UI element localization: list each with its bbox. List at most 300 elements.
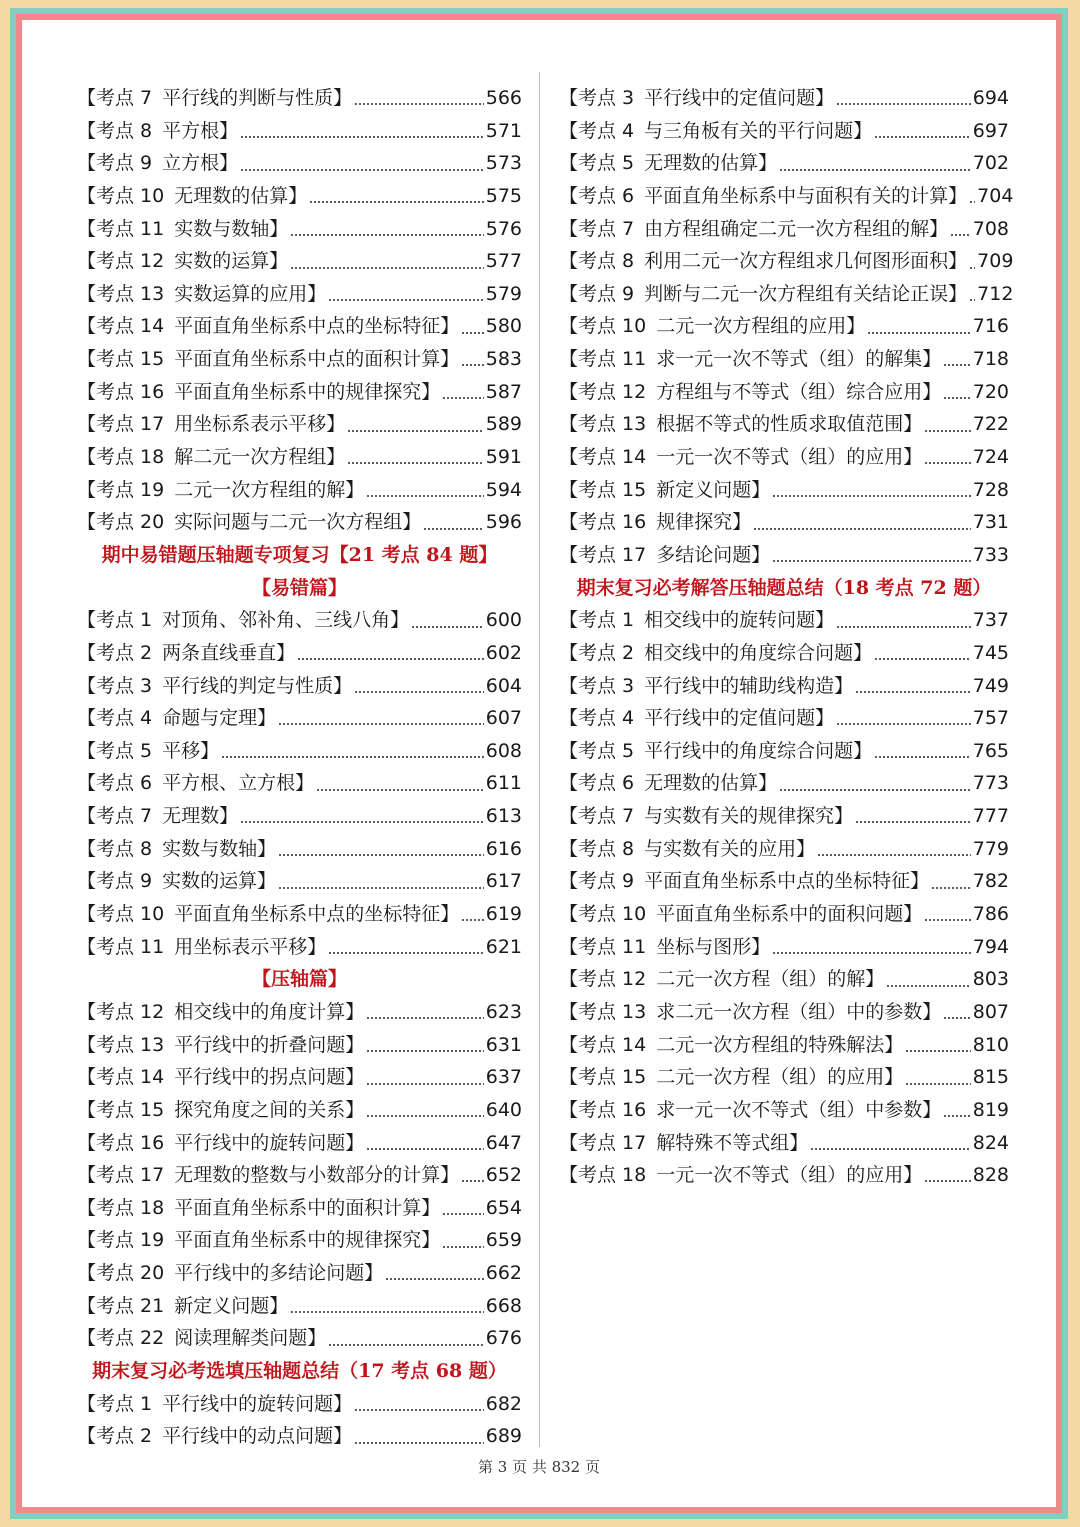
entry-page-number: 577 [485, 250, 522, 273]
dot-leader [290, 1311, 484, 1313]
dot-leader [886, 985, 971, 987]
dot-leader [423, 528, 484, 530]
dot-leader [943, 1115, 971, 1117]
entry-page-number: 815 [972, 1066, 1009, 1089]
entry-page-number: 724 [972, 446, 1009, 469]
toc-entry[interactable] [77, 800, 522, 833]
entry-title: 坐标与图形】 [656, 935, 771, 958]
entry-page-number: 576 [485, 217, 522, 240]
toc-entry[interactable] [77, 1029, 522, 1062]
toc-entry[interactable] [559, 506, 1009, 539]
section-heading: 期末复习必考选填压轴题总结（17 考点 68 题） [92, 1359, 507, 1382]
section-heading: 【易错篇】 [251, 576, 347, 599]
entry-title: 新定义问题】 [656, 478, 771, 501]
entry-tag: 【考点 10 [77, 903, 165, 926]
entry-tag: 【考点 12 [559, 380, 647, 403]
entry-tag: 【考点 8 [559, 837, 635, 860]
entry-page-number: 659 [485, 1229, 522, 1252]
entry-tag: 【考点 17 [559, 543, 647, 566]
entry-tag: 【考点 13 [559, 1000, 647, 1023]
entry-page-number: 722 [972, 413, 1009, 436]
dot-leader [905, 1083, 971, 1085]
dot-leader [290, 234, 484, 236]
toc-entry[interactable] [559, 441, 1009, 474]
entry-page-number: 712 [977, 282, 1014, 305]
toc-entry[interactable] [77, 833, 522, 866]
entry-tag: 【考点 13 [559, 413, 647, 436]
entry-page-number: 616 [485, 837, 522, 860]
toc-entry[interactable] [559, 800, 1009, 833]
entry-page-number: 709 [977, 250, 1014, 273]
dot-leader [874, 756, 971, 758]
dot-leader [221, 756, 484, 758]
entry-title: 实际问题与二元一次方程组】 [174, 511, 422, 534]
toc-entry[interactable] [559, 996, 1009, 1029]
dot-leader [817, 854, 971, 856]
dot-leader [385, 1278, 484, 1280]
section-heading: 期末复习必考解答压轴题总结（18 考点 72 题） [576, 576, 992, 599]
entry-page-number: 580 [485, 315, 522, 338]
entry-page-number: 662 [485, 1262, 522, 1285]
dot-leader [316, 789, 484, 791]
dot-leader [779, 169, 971, 171]
entry-tag: 【考点 11 [559, 348, 647, 371]
entry-title: 平行线中的定值问题】 [644, 87, 835, 109]
entry-title: 多结论问题】 [656, 543, 771, 566]
entry-tag: 【考点 7 [77, 87, 153, 109]
toc-entry[interactable] [77, 1224, 522, 1257]
toc-entry[interactable] [559, 833, 1009, 866]
toc-entry[interactable] [77, 1127, 522, 1160]
entry-title: 平面直角坐标系中点的坐标特征】 [174, 903, 460, 926]
entry-tag: 【考点 11 [77, 935, 165, 958]
entry-page-number: 621 [485, 935, 522, 958]
entry-title: 实数与数轴】 [174, 217, 289, 240]
toc-entry[interactable] [559, 898, 1009, 931]
entry-page-number: 782 [972, 870, 1009, 893]
dot-leader [309, 201, 484, 203]
toc-entry[interactable] [77, 735, 522, 768]
dot-leader [240, 821, 484, 823]
entry-tag: 【考点 1 [77, 1392, 153, 1415]
dot-leader [328, 299, 484, 301]
entry-page-number: 720 [972, 380, 1009, 403]
dot-leader [931, 887, 971, 889]
toc-entry[interactable] [77, 115, 522, 148]
entry-tag: 【考点 5 [559, 739, 635, 762]
toc-entry[interactable] [559, 343, 1009, 376]
entry-page-number: 702 [972, 152, 1009, 175]
entry-tag: 【考点 17 [77, 413, 165, 436]
entry-tag: 【考点 2 [559, 641, 635, 664]
entry-tag: 【考点 9 [559, 282, 635, 305]
dot-leader [969, 201, 975, 203]
toc-entry[interactable] [559, 180, 1014, 213]
dot-leader [328, 952, 484, 954]
toc-entry[interactable] [559, 376, 1009, 409]
entry-tag: 【考点 18 [559, 1164, 647, 1187]
toc-entry[interactable] [559, 931, 1009, 964]
entry-tag: 【考点 15 [559, 478, 647, 501]
dot-leader [366, 1017, 484, 1019]
entry-title: 平行线的判断与性质】 [162, 87, 353, 109]
entry-tag: 【考点 14 [77, 1066, 165, 1089]
entry-tag: 【考点 4 [77, 707, 153, 730]
entry-title: 平行线的判定与性质】 [162, 674, 353, 697]
dot-leader [240, 169, 484, 171]
toc-entry[interactable] [77, 604, 522, 637]
dot-leader [461, 364, 484, 366]
toc-entry[interactable] [77, 996, 522, 1029]
entry-page-number: 794 [972, 935, 1009, 958]
entry-title: 平面直角坐标系中的规律探究】 [174, 380, 441, 403]
entry-title: 无理数的估算】 [644, 152, 778, 175]
entry-title: 解二元一次方程组】 [174, 446, 346, 469]
entry-title: 无理数】 [162, 805, 239, 828]
entry-title: 与实数有关的规律探究】 [644, 805, 854, 828]
entry-title: 平行线中的旋转问题】 [162, 1392, 353, 1415]
entry-title: 平面直角坐标系中的规律探究】 [174, 1229, 441, 1252]
entry-tag: 【考点 9 [77, 870, 153, 893]
toc-entry[interactable] [77, 1159, 522, 1192]
entry-page-number: 694 [972, 87, 1009, 109]
dot-leader [924, 430, 971, 432]
entry-page-number: 611 [485, 772, 522, 795]
entry-tag: 【考点 5 [559, 152, 635, 175]
entry-page-number: 737 [972, 609, 1009, 632]
dot-leader [779, 789, 971, 791]
entry-tag: 【考点 5 [77, 739, 153, 762]
entry-page-number: 824 [972, 1131, 1009, 1154]
toc-entry[interactable] [77, 898, 522, 931]
entry-title: 二元一次方程组的解】 [174, 478, 365, 501]
dot-leader [347, 430, 484, 432]
entry-tag: 【考点 17 [77, 1164, 165, 1187]
entry-title: 平行线中的辅助线构造】 [644, 674, 854, 697]
entry-page-number: 773 [972, 772, 1009, 795]
entry-title: 平行线中的旋转问题】 [174, 1131, 365, 1154]
entry-tag: 【考点 19 [77, 1229, 165, 1252]
entry-page-number: 757 [972, 707, 1009, 730]
entry-tag: 【考点 10 [559, 903, 647, 926]
dot-leader [753, 528, 971, 530]
entry-page-number: 810 [972, 1033, 1009, 1056]
entry-tag: 【考点 8 [77, 837, 153, 860]
toc-entry[interactable] [559, 637, 1009, 670]
entry-tag: 【考点 7 [559, 805, 635, 828]
entry-tag: 【考点 15 [77, 348, 165, 371]
toc-entry[interactable] [559, 245, 1014, 278]
entry-tag: 【考点 22 [77, 1327, 165, 1350]
entry-page-number: 596 [485, 511, 522, 534]
entry-title: 求二元一次方程（组）中的参数】 [656, 1000, 942, 1023]
entry-tag: 【考点 16 [77, 380, 165, 403]
entry-tag: 【考点 7 [77, 805, 153, 828]
dot-leader [924, 1180, 971, 1182]
entry-title: 相交线中的角度综合问题】 [644, 641, 873, 664]
toc-entry[interactable] [559, 147, 1009, 180]
dot-leader [924, 919, 971, 921]
entry-title: 平面直角坐标系中点的坐标特征】 [644, 870, 930, 893]
entry-tag: 【考点 1 [77, 609, 153, 632]
toc-entry[interactable] [77, 213, 522, 246]
entry-title: 阅读理解类问题】 [174, 1327, 327, 1350]
entry-tag: 【考点 17 [559, 1131, 647, 1154]
entry-tag: 【考点 3 [559, 674, 635, 697]
dot-leader [772, 952, 971, 954]
entry-page-number: 566 [485, 87, 522, 109]
dot-leader [354, 1409, 484, 1411]
toc-entry[interactable] [77, 180, 522, 213]
dot-leader [366, 1083, 484, 1085]
entry-tag: 【考点 12 [559, 968, 647, 991]
dot-leader [461, 332, 484, 334]
toc-entry[interactable] [559, 1094, 1009, 1127]
toc-entry[interactable] [77, 702, 522, 735]
toc-entry[interactable] [559, 115, 1009, 148]
entry-page-number: 803 [972, 968, 1009, 991]
entry-page-number: 654 [485, 1196, 522, 1219]
toc-entry[interactable] [77, 506, 522, 539]
entry-title: 立方根】 [162, 152, 239, 175]
entry-page-number: 708 [972, 217, 1009, 240]
toc-entry[interactable] [77, 310, 522, 343]
entry-title: 平方根】 [162, 119, 239, 142]
entry-page-number: 591 [485, 446, 522, 469]
toc-entry[interactable] [559, 735, 1009, 768]
entry-title: 平方根、立方根】 [162, 772, 315, 795]
entry-page-number: 604 [485, 674, 522, 697]
entry-tag: 【考点 6 [559, 772, 635, 795]
entry-tag: 【考点 6 [77, 772, 153, 795]
dot-leader [905, 1050, 971, 1052]
entry-page-number: 637 [485, 1066, 522, 1089]
entry-tag: 【考点 2 [77, 641, 153, 664]
toc-entry[interactable] [559, 604, 1009, 637]
entry-title: 二元一次方程组的应用】 [656, 315, 866, 338]
toc-entry[interactable] [77, 245, 522, 278]
entry-title: 实数与数轴】 [162, 837, 277, 860]
entry-tag: 【考点 8 [559, 250, 635, 273]
toc-entry[interactable] [77, 1290, 522, 1323]
toc-entry[interactable] [77, 474, 522, 507]
entry-title: 平行线中的拐点问题】 [174, 1066, 365, 1089]
dot-leader [867, 332, 971, 334]
toc-entry[interactable] [77, 1257, 522, 1290]
entry-tag: 【考点 12 [77, 250, 165, 273]
entry-title: 与三角板有关的平行问题】 [644, 119, 873, 142]
dot-leader [366, 1115, 484, 1117]
toc-entry[interactable] [559, 767, 1009, 800]
entry-title: 探究角度之间的关系】 [174, 1098, 365, 1121]
toc-entry[interactable] [559, 82, 1009, 115]
entry-tag: 【考点 16 [559, 511, 647, 534]
entry-tag: 【考点 6 [559, 184, 635, 207]
toc-entry[interactable] [559, 539, 1009, 572]
entry-tag: 【考点 2 [77, 1425, 153, 1448]
toc-entry[interactable] [77, 441, 522, 474]
toc-entry[interactable] [559, 278, 1014, 311]
entry-title: 二元一次方程（组）的应用】 [656, 1066, 904, 1089]
section-heading: 期中易错题压轴题专项复习【21 考点 84 题】 [101, 543, 498, 566]
toc-entry[interactable] [559, 408, 1009, 441]
toc-entry[interactable] [77, 1420, 522, 1453]
toc-entry[interactable] [77, 931, 522, 964]
entry-title: 一元一次不等式（组）的应用】 [656, 446, 923, 469]
toc-left-column [77, 82, 522, 1453]
entry-page-number: 571 [485, 119, 522, 142]
entry-page-number: 828 [972, 1164, 1009, 1187]
entry-page-number: 689 [485, 1425, 522, 1448]
entry-tag: 【考点 18 [77, 446, 165, 469]
dot-leader [347, 462, 484, 464]
toc-entry[interactable] [559, 310, 1009, 343]
dot-leader [969, 299, 975, 301]
toc-entry[interactable] [77, 1094, 522, 1127]
toc-entry[interactable] [77, 865, 522, 898]
dot-leader [855, 821, 971, 823]
toc-entry[interactable] [77, 1388, 522, 1421]
toc-entry[interactable] [77, 82, 522, 115]
dot-leader [297, 658, 484, 660]
entry-page-number: 594 [485, 478, 522, 501]
dot-leader [354, 691, 484, 693]
entry-page-number: 682 [485, 1392, 522, 1415]
entry-title: 平行线中的多结论问题】 [174, 1262, 384, 1285]
toc-entry[interactable] [559, 1159, 1009, 1192]
toc-entry[interactable] [559, 1029, 1009, 1062]
toc-entry[interactable] [77, 147, 522, 180]
entry-page-number: 640 [485, 1098, 522, 1121]
entry-tag: 【考点 4 [559, 119, 635, 142]
entry-page-number: 668 [485, 1294, 522, 1317]
entry-title: 平面直角坐标系中的面积计算】 [174, 1196, 441, 1219]
entry-title: 无理数的估算】 [174, 184, 308, 207]
toc-entry[interactable] [77, 670, 522, 703]
entry-page-number: 745 [972, 641, 1009, 664]
toc-entry[interactable] [559, 865, 1009, 898]
column-divider [539, 72, 540, 1447]
entry-page-number: 718 [972, 348, 1009, 371]
entry-tag: 【考点 3 [559, 87, 635, 109]
entry-page-number: 652 [485, 1164, 522, 1187]
toc-entry[interactable] [77, 278, 522, 311]
entry-tag: 【考点 9 [77, 152, 153, 175]
entry-tag: 【考点 14 [559, 446, 647, 469]
entry-tag: 【考点 20 [77, 511, 165, 534]
entry-title: 两条直线垂直】 [162, 641, 296, 664]
toc-entry[interactable] [559, 213, 1009, 246]
toc-entry[interactable] [77, 767, 522, 800]
entry-page-number: 619 [485, 903, 522, 926]
page-footer: 第 3 页 共 832 页 [477, 1458, 600, 1476]
entry-page-number: 575 [485, 184, 522, 207]
toc-entry[interactable] [77, 343, 522, 376]
entry-tag: 【考点 16 [77, 1131, 165, 1154]
entry-tag: 【考点 19 [77, 478, 165, 501]
entry-tag: 【考点 9 [559, 870, 635, 893]
dot-leader [278, 854, 484, 856]
toc-entry[interactable] [77, 1192, 522, 1225]
entry-title: 实数的运算】 [174, 250, 289, 273]
toc-right-column [559, 82, 1014, 1192]
entry-page-number: 573 [485, 152, 522, 175]
entry-title: 平面直角坐标系中点的坐标特征】 [174, 315, 460, 338]
toc-entry[interactable] [559, 670, 1009, 703]
entry-tag: 【考点 7 [559, 217, 635, 240]
dot-leader [874, 658, 971, 660]
entry-page-number: 623 [485, 1000, 522, 1023]
entry-page-number: 676 [485, 1327, 522, 1350]
dot-leader [354, 1442, 484, 1444]
entry-title: 求一元一次不等式（组）中参数】 [656, 1098, 942, 1121]
dot-leader [290, 267, 484, 269]
entry-tag: 【考点 13 [77, 282, 165, 305]
toc-entry[interactable] [77, 376, 522, 409]
toc-entry[interactable] [77, 1322, 522, 1355]
entry-tag: 【考点 10 [77, 184, 165, 207]
entry-tag: 【考点 11 [77, 217, 165, 240]
entry-tag: 【考点 13 [77, 1033, 165, 1056]
entry-title: 平面直角坐标系中点的面积计算】 [174, 348, 460, 371]
entry-title: 利用二元一次方程组求几何图形面积】 [644, 250, 968, 273]
entry-title: 用坐标系表示平移】 [174, 413, 346, 436]
entry-title: 判断与二元一次方程组有关结论正误】 [644, 282, 968, 305]
entry-page-number: 807 [972, 1000, 1009, 1023]
entry-title: 规律探究】 [656, 511, 752, 534]
dot-leader [411, 626, 484, 628]
toc-entry[interactable] [559, 474, 1009, 507]
entry-title: 方程组与不等式（组）综合应用】 [656, 380, 942, 403]
entry-tag: 【考点 16 [559, 1098, 647, 1121]
dot-leader [354, 103, 484, 105]
entry-page-number: 819 [972, 1098, 1009, 1121]
entry-title: 由方程组确定二元一次方程组的解】 [644, 217, 949, 240]
entry-page-number: 583 [485, 348, 522, 371]
entry-tag: 【考点 14 [77, 315, 165, 338]
toc-entry[interactable] [559, 963, 1009, 996]
entry-title: 用坐标表示平移】 [174, 935, 327, 958]
section-heading: 【压轴篇】 [251, 968, 347, 991]
entry-title: 实数运算的应用】 [174, 282, 327, 305]
entry-tag: 【考点 3 [77, 674, 153, 697]
entry-tag: 【考点 12 [77, 1000, 165, 1023]
entry-title: 平行线中的折叠问题】 [174, 1033, 365, 1056]
toc-entry[interactable] [77, 408, 522, 441]
dot-leader [461, 919, 484, 921]
toc-entry[interactable] [559, 1127, 1009, 1160]
toc-entry[interactable] [77, 1061, 522, 1094]
entry-title: 与实数有关的应用】 [644, 837, 816, 860]
toc-entry[interactable] [559, 702, 1009, 735]
entry-page-number: 728 [972, 478, 1009, 501]
entry-title: 解特殊不等式组】 [656, 1131, 809, 1154]
dot-leader [924, 462, 971, 464]
entry-tag: 【考点 20 [77, 1262, 165, 1285]
entry-page-number: 765 [972, 739, 1009, 762]
dot-leader [855, 691, 971, 693]
dot-leader [278, 723, 484, 725]
entry-tag: 【考点 14 [559, 1033, 647, 1056]
entry-title: 求一元一次不等式（组）的解集】 [656, 348, 942, 371]
entry-title: 无理数的估算】 [644, 772, 778, 795]
dot-leader [772, 560, 971, 562]
entry-title: 平面直角坐标系中的面积问题】 [656, 903, 923, 926]
dot-leader [969, 267, 975, 269]
entry-title: 平行线中的角度综合问题】 [644, 739, 873, 762]
toc-entry[interactable] [559, 1061, 1009, 1094]
toc-entry[interactable] [77, 637, 522, 670]
